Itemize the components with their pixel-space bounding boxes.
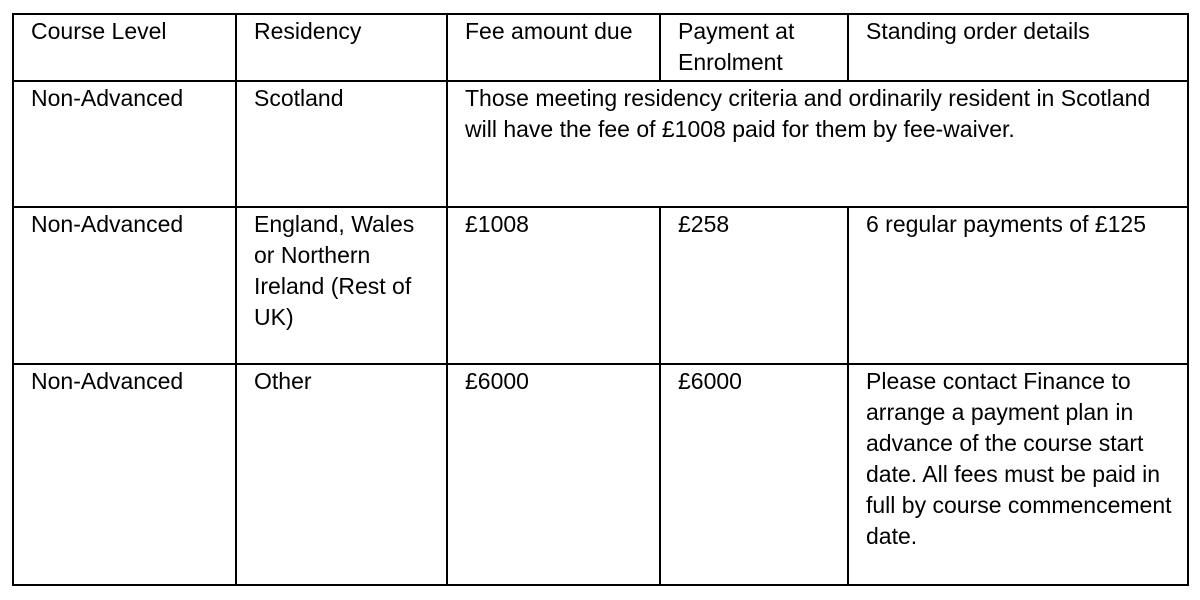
cell-fee-amount-due: £1008 [447, 207, 660, 364]
table-header-row [13, 14, 1188, 81]
table-row [13, 364, 1188, 585]
cell-standing-order-details: 6 regular payments of £125 [848, 207, 1188, 364]
header-course-level: Course Level [13, 14, 236, 81]
header-residency: Residency [236, 14, 447, 81]
cell-residency: England, Wales or Northern Ireland (Rest of UK) [236, 207, 447, 364]
cell-fee-waiver-note: Those meeting residency criteria and ordinarily resident in Scotland will have the fee of £1008 paid for them by fee-waiver. [447, 81, 1188, 207]
cell-course-level: Non-Advanced [13, 81, 236, 207]
cell-fee-amount-due: £6000 [447, 364, 660, 585]
cell-standing-order-details: Please contact Finance to arrange a payment plan in advance of the course start date. All fees must be paid in full by course commencement date. [848, 364, 1188, 585]
cell-payment-at-enrolment: £6000 [660, 364, 848, 585]
cell-course-level: Non-Advanced [13, 207, 236, 364]
cell-course-level: Non-Advanced [13, 364, 236, 585]
header-payment-at-enrolment: Payment at Enrolment [660, 14, 848, 81]
table-row [13, 81, 1188, 207]
cell-residency: Other [236, 364, 447, 585]
fee-table [12, 13, 1189, 586]
cell-residency: Scotland [236, 81, 447, 207]
table-row [13, 207, 1188, 364]
header-standing-order-details: Standing order details [848, 14, 1188, 81]
header-fee-amount-due: Fee amount due [447, 14, 660, 81]
cell-payment-at-enrolment: £258 [660, 207, 848, 364]
